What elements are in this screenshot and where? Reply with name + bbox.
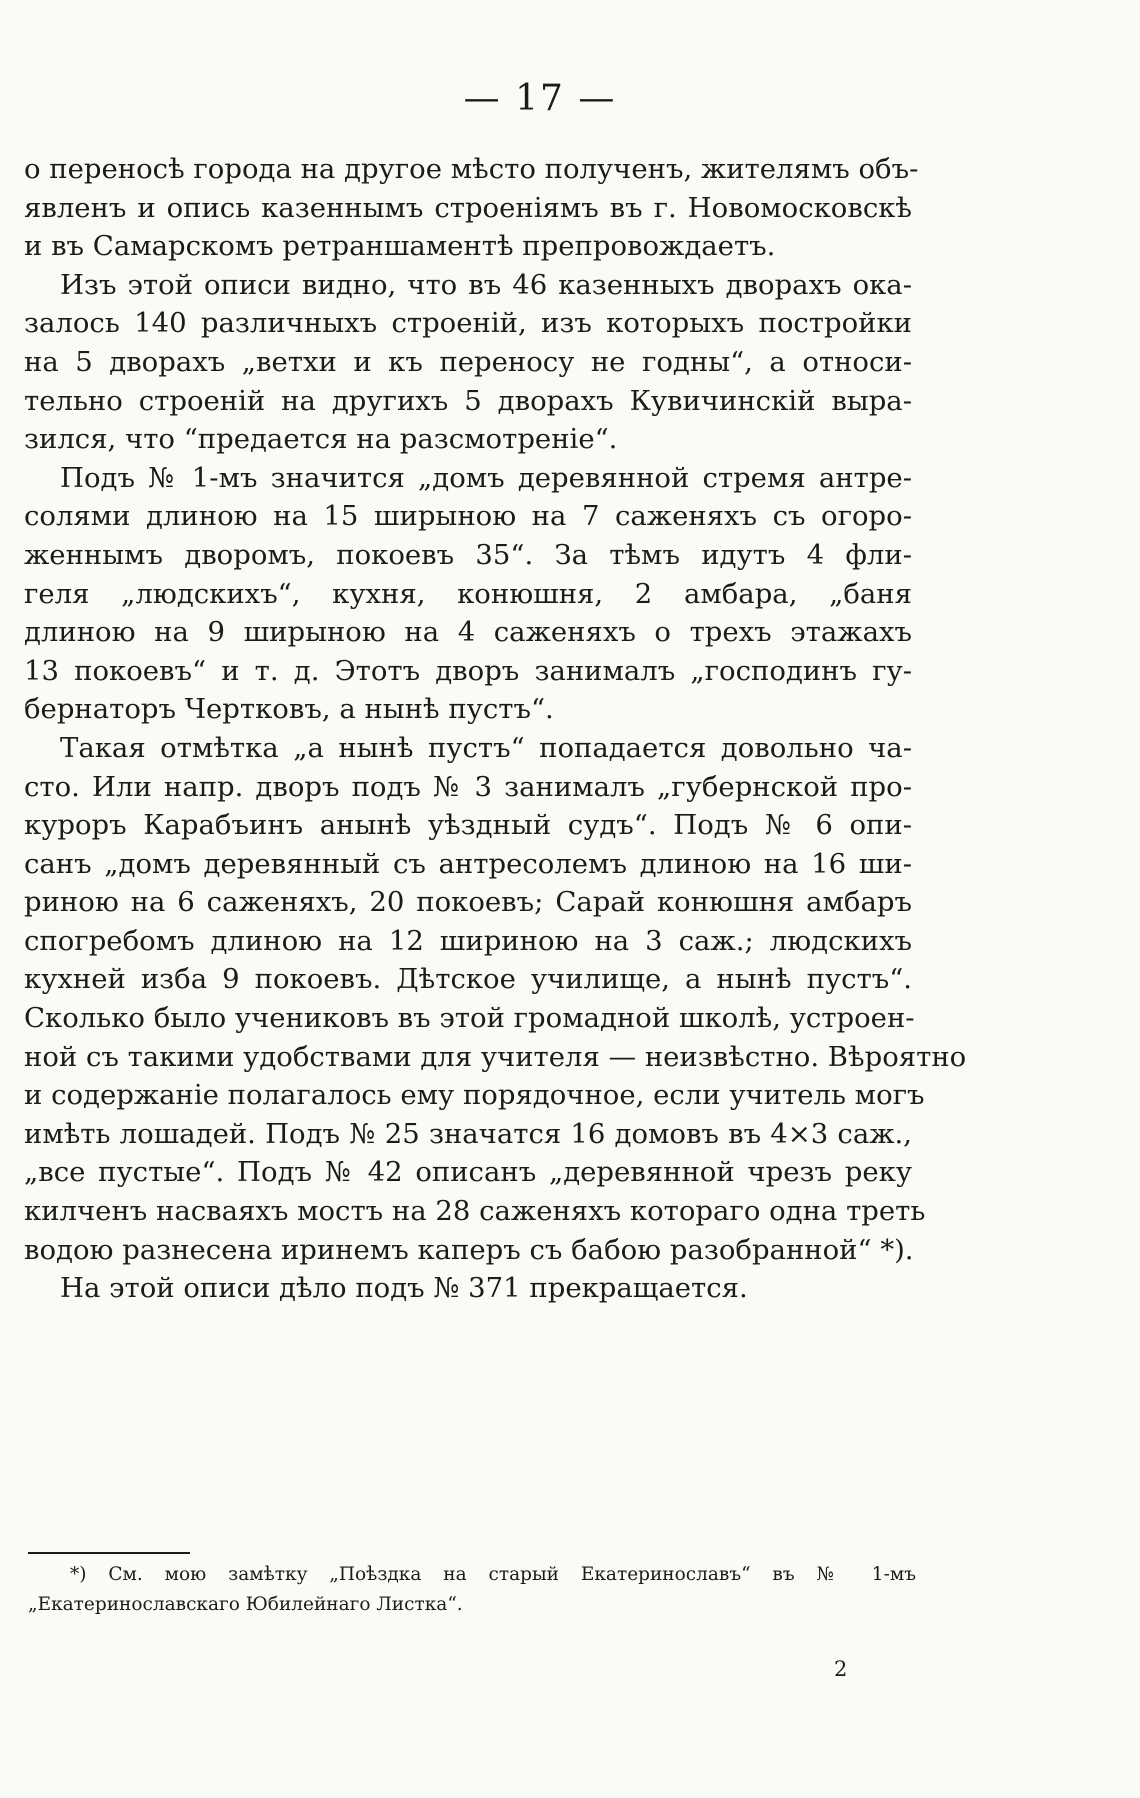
text-line: кухней изба 9 покоевъ. Дѣтское училище, а нынѣ пустъ“. — [24, 963, 912, 996]
text-line: явленъ и опись казеннымъ строеніямъ въ г. Новомосковскѣ — [24, 191, 912, 224]
text-line: и въ Самарскомъ ретраншаментѣ препровождаетъ. — [24, 230, 776, 263]
text-line: Подъ № 1-мъ значится „домъ деревянной стремя антре- — [60, 461, 912, 494]
text-line: риною на 6 саженяхъ, 20 покоевъ; Сарай конюшня амбаръ — [24, 886, 912, 919]
text-line: солями длиною на 15 ширыною на 7 саженяхъ съ огоро- — [24, 500, 912, 533]
text-line: ной съ такими удобствами для учителя — неизвѣстно. Вѣроятно — [24, 1040, 967, 1073]
text-line: бернаторъ Чертковъ, а нынѣ пустъ“. — [24, 693, 554, 726]
signature-mark: 2 — [834, 1657, 848, 1681]
text-line: длиною на 9 ширыною на 4 саженяхъ о трехъ этажахъ — [24, 616, 912, 649]
text-line: о переносѣ города на другое мѣсто полученъ, жителямъ объ- — [24, 153, 919, 185]
footnote — [28, 1560, 916, 1620]
paragraph-5 — [24, 1269, 912, 1308]
text-line: женнымъ дворомъ, покоевъ 35“. За тѣмъ идутъ 4 фли- — [24, 538, 912, 571]
text-line: имѣть лошадей. Подъ № 25 значатся 16 домовъ въ 4×3 саж., — [24, 1117, 912, 1150]
text-line: „все пустые“. Подъ № 42 описанъ „деревянной чрезъ реку — [24, 1156, 912, 1189]
text-line: спогребомъ длиною на 12 шириною на 3 саж.; людскихъ — [24, 924, 912, 957]
text-line: зился, что “предается на разсмотреніе“. — [24, 423, 618, 456]
text-line: Изъ этой описи видно, что въ 46 казенныхъ дворахъ ока- — [60, 268, 912, 301]
footnote-line: „Екатеринославскаго Юбилейнаго Листка“. — [28, 1594, 463, 1615]
text-line: куроръ Карабъинъ анынѣ уѣздный судъ“. Подъ № 6 опи- — [24, 809, 912, 842]
text-line: сто. Или напр. дворъ подъ № 3 занималъ „губернской про- — [24, 770, 912, 803]
paragraph-3 — [24, 459, 912, 729]
text-line: на 5 дворахъ „ветхи и къ переносу не годны“, а относи- — [24, 345, 912, 378]
text-line: водою разнесена иринемъ каперъ съ бабою разобранной“ *). — [24, 1233, 914, 1266]
text-line: Сколько было учениковъ въ этой громадной школѣ, устроен- — [24, 1002, 915, 1035]
text-line: и содержаніе полагалось ему порядочное, если учитель могъ — [24, 1079, 925, 1112]
text-line: 13 покоевъ“ и т. д. Этотъ дворъ занималъ „господинъ гу- — [24, 654, 912, 687]
body-text — [24, 150, 967, 1308]
text-line: залось 140 различныхъ строеній, изъ которыхъ постройки — [24, 307, 912, 340]
text-line: Такая отмѣтка „а нынѣ пустъ“ попадается довольно ча- — [60, 731, 912, 764]
text-line: геля „людскихъ“, кухня, конюшня, 2 амбара, „баня — [24, 577, 912, 610]
footnote-line: *) См. мою замѣтку „Поѣздка на старый Екатеринославъ“ въ № 1-мъ — [70, 1564, 916, 1585]
paragraph-1 — [24, 150, 919, 266]
text-line: килченъ насваяхъ мостъ на 28 саженяхъ котораго одна треть — [24, 1195, 926, 1228]
paragraph-2 — [24, 266, 912, 459]
footnote-divider — [28, 1552, 190, 1554]
text-line: санъ „домъ деревянный съ антресолемъ длиною на 16 ши- — [24, 847, 912, 880]
text-line: На этой описи дѣло подъ № 371 прекращается. — [60, 1272, 748, 1305]
page-number: — 17 — — [463, 78, 617, 119]
text-line: тельно строеній на другихъ 5 дворахъ Кувичинскій выра- — [24, 384, 912, 417]
paragraph-4 — [24, 729, 967, 1269]
